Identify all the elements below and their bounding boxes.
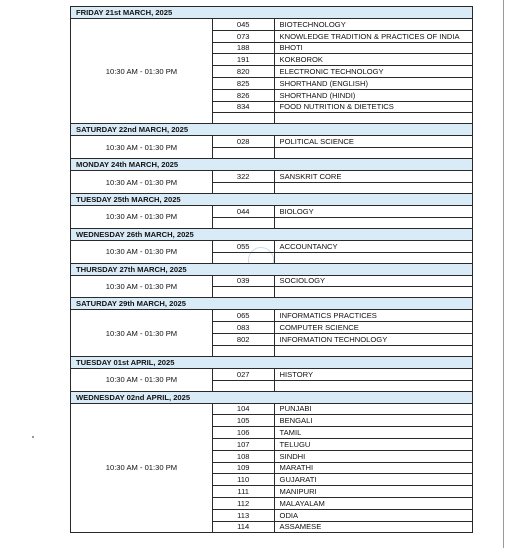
exam-time: 10:30 AM - 01:30 PM <box>71 19 213 124</box>
subject-name: SHORTHAND (ENGLISH) <box>274 77 472 89</box>
exam-time: 10:30 AM - 01:30 PM <box>71 403 213 533</box>
subject-code: 825 <box>212 77 274 89</box>
exam-time: 10:30 AM - 01:30 PM <box>71 205 213 228</box>
date-header-row <box>71 263 473 275</box>
exam-time: 10:30 AM - 01:30 PM <box>71 136 213 159</box>
empty-cell <box>274 113 472 124</box>
subject-name: MARATHI <box>274 462 472 474</box>
subject-row <box>71 136 473 148</box>
empty-cell <box>212 345 274 356</box>
subject-code: 114 <box>212 521 274 533</box>
subject-code: 188 <box>212 42 274 54</box>
empty-cell <box>212 287 274 298</box>
subject-code: 113 <box>212 509 274 521</box>
subject-code: 065 <box>212 310 274 322</box>
subject-row <box>71 171 473 183</box>
subject-name: MALAYALAM <box>274 497 472 509</box>
subject-name: KOKBOROK <box>274 54 472 66</box>
subject-code: 191 <box>212 54 274 66</box>
subject-name: INFORMATION TECHNOLOGY <box>274 333 472 345</box>
exam-date: TUESDAY 25th MARCH, 2025 <box>71 193 473 205</box>
date-header-row <box>71 391 473 403</box>
subject-code: 039 <box>212 275 274 287</box>
subject-name: BENGALI <box>274 415 472 427</box>
subject-name: INFORMATICS PRACTICES <box>274 310 472 322</box>
exam-time: 10:30 AM - 01:30 PM <box>71 275 213 298</box>
subject-row <box>71 19 473 31</box>
subject-code: 045 <box>212 19 274 31</box>
empty-cell <box>212 182 274 193</box>
empty-cell <box>274 148 472 159</box>
subject-code: 802 <box>212 333 274 345</box>
date-header-row <box>71 7 473 19</box>
subject-code: 108 <box>212 450 274 462</box>
subject-name: SANSKRIT CORE <box>274 171 472 183</box>
subject-code: 105 <box>212 415 274 427</box>
subject-row <box>71 368 473 380</box>
subject-code: 112 <box>212 497 274 509</box>
subject-row <box>71 205 473 217</box>
subject-name: BHOTI <box>274 42 472 54</box>
subject-code: 109 <box>212 462 274 474</box>
page-edge-line <box>503 0 504 548</box>
exam-time: 10:30 AM - 01:30 PM <box>71 171 213 194</box>
empty-cell <box>274 182 472 193</box>
date-header-row <box>71 159 473 171</box>
subject-name: BIOTECHNOLOGY <box>274 19 472 31</box>
subject-name: COMPUTER SCIENCE <box>274 322 472 334</box>
exam-time: 10:30 AM - 01:30 PM <box>71 240 213 263</box>
empty-cell <box>212 252 274 263</box>
subject-name: FOOD NUTRITION & DIETETICS <box>274 101 472 113</box>
exam-date: MONDAY 24th MARCH, 2025 <box>71 159 473 171</box>
subject-name: TAMIL <box>274 427 472 439</box>
empty-cell <box>274 217 472 228</box>
subject-row <box>71 275 473 287</box>
exam-date: THURSDAY 27th MARCH, 2025 <box>71 263 473 275</box>
date-header-row <box>71 124 473 136</box>
empty-cell <box>212 148 274 159</box>
empty-cell <box>212 217 274 228</box>
date-header-row <box>71 228 473 240</box>
subject-name: SHORTHAND (HINDI) <box>274 89 472 101</box>
subject-name: TELUGU <box>274 438 472 450</box>
subject-code: 107 <box>212 438 274 450</box>
subject-code: 826 <box>212 89 274 101</box>
date-header-row <box>71 298 473 310</box>
exam-date: FRIDAY 21st MARCH, 2025 <box>71 7 473 19</box>
empty-cell <box>274 345 472 356</box>
exam-time: 10:30 AM - 01:30 PM <box>71 368 213 391</box>
empty-cell <box>274 287 472 298</box>
subject-name: HISTORY <box>274 368 472 380</box>
subject-name: POLITICAL SCIENCE <box>274 136 472 148</box>
exam-time: 10:30 AM - 01:30 PM <box>71 310 213 356</box>
subject-name: MANIPURI <box>274 486 472 498</box>
subject-code: 104 <box>212 403 274 415</box>
subject-name: SOCIOLOGY <box>274 275 472 287</box>
subject-name: KNOWLEDGE TRADITION & PRACTICES OF INDIA <box>274 30 472 42</box>
exam-schedule-table <box>70 6 473 533</box>
subject-name: ELECTRONIC TECHNOLOGY <box>274 66 472 78</box>
subject-code: 106 <box>212 427 274 439</box>
exam-date: SATURDAY 29th MARCH, 2025 <box>71 298 473 310</box>
subject-code: 820 <box>212 66 274 78</box>
empty-cell <box>212 113 274 124</box>
schedule-body <box>71 7 473 533</box>
subject-code: 111 <box>212 486 274 498</box>
exam-date: WEDNESDAY 02nd APRIL, 2025 <box>71 391 473 403</box>
date-header-row <box>71 356 473 368</box>
subject-name: ASSAMESE <box>274 521 472 533</box>
subject-code: 044 <box>212 205 274 217</box>
subject-code: 028 <box>212 136 274 148</box>
empty-cell <box>212 380 274 391</box>
empty-cell <box>274 380 472 391</box>
empty-cell <box>274 252 472 263</box>
exam-date: WEDNESDAY 26th MARCH, 2025 <box>71 228 473 240</box>
subject-row <box>71 403 473 415</box>
subject-name: SINDHI <box>274 450 472 462</box>
subject-name: PUNJABI <box>274 403 472 415</box>
subject-name: BIOLOGY <box>274 205 472 217</box>
date-header-row <box>71 193 473 205</box>
subject-code: 322 <box>212 171 274 183</box>
subject-code: 073 <box>212 30 274 42</box>
scan-speck <box>32 436 34 438</box>
subject-code: 027 <box>212 368 274 380</box>
subject-code: 055 <box>212 240 274 252</box>
subject-row <box>71 310 473 322</box>
subject-code: 110 <box>212 474 274 486</box>
subject-name: GUJARATI <box>274 474 472 486</box>
subject-name: ODIA <box>274 509 472 521</box>
subject-row <box>71 240 473 252</box>
subject-code: 083 <box>212 322 274 334</box>
exam-date: SATURDAY 22nd MARCH, 2025 <box>71 124 473 136</box>
subject-code: 834 <box>212 101 274 113</box>
exam-date: TUESDAY 01st APRIL, 2025 <box>71 356 473 368</box>
subject-name: ACCOUNTANCY <box>274 240 472 252</box>
